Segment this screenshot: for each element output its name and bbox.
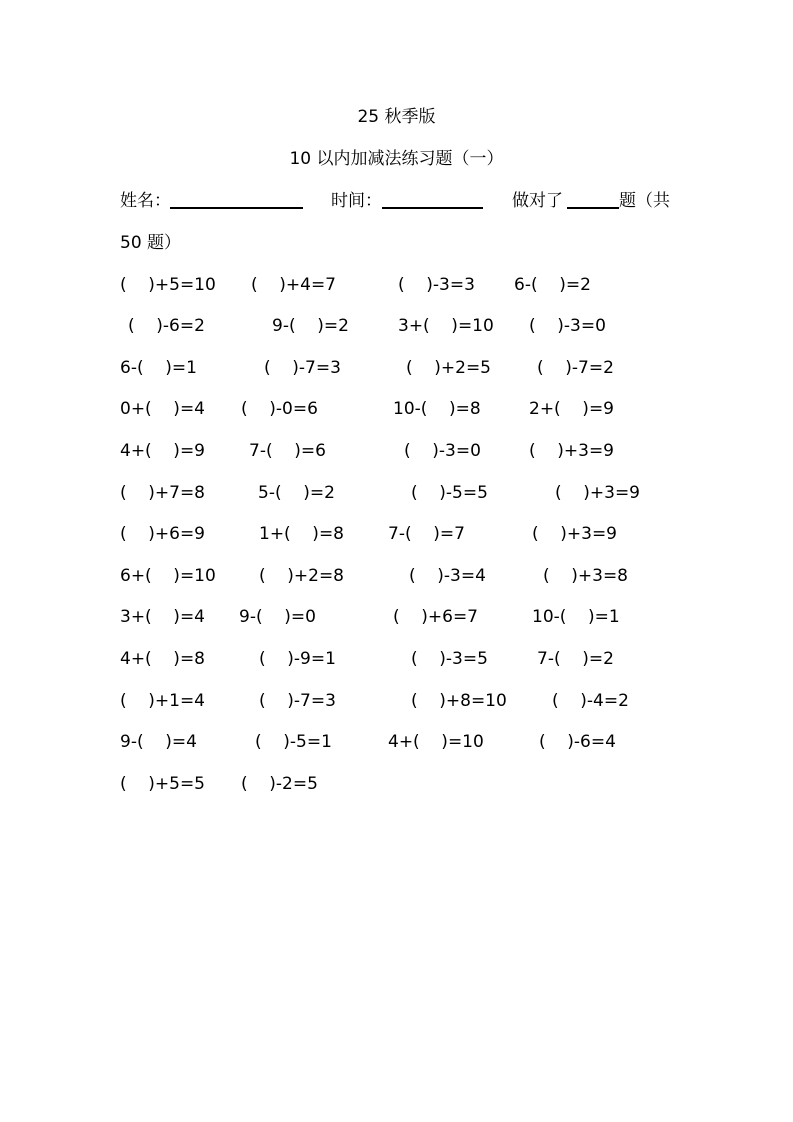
problem-item: 9-( )=2 [272, 316, 349, 336]
problem-item: 4+( )=9 [120, 441, 205, 461]
problem-row [0, 274, 793, 296]
problem-item: ( )+8=10 [411, 691, 507, 711]
problem-row [0, 398, 793, 420]
name-label: 姓名： [120, 191, 171, 211]
problem-item: ( )-3=5 [411, 649, 488, 669]
problem-item: ( )+4=7 [251, 275, 336, 295]
problem-item: 9-( )=0 [239, 607, 316, 627]
problem-item: ( )+6=7 [393, 607, 478, 627]
edition-label: 25 秋季版 [357, 107, 436, 127]
problem-item: 5-( )=2 [258, 483, 335, 503]
problem-item: 4+( )=10 [388, 732, 484, 752]
problem-item: 2+( )=9 [529, 399, 614, 419]
problem-row [0, 523, 793, 545]
problem-item: ( )-3=0 [404, 441, 481, 461]
problem-item: ( )-2=5 [241, 774, 318, 794]
problem-item: ( )+6=9 [120, 524, 205, 544]
problem-row [0, 773, 793, 795]
problem-item: ( )-5=1 [255, 732, 332, 752]
problem-row [0, 440, 793, 462]
problem-row [0, 315, 793, 337]
total-label-a: 题（共 [619, 191, 670, 211]
time-blank[interactable] [382, 190, 483, 215]
problem-item: 3+( )=4 [120, 607, 205, 627]
problem-item: ( )-3=0 [529, 316, 606, 336]
problem-item: ( )+3=9 [532, 524, 617, 544]
problem-item: ( )+3=8 [543, 566, 628, 586]
problem-item: ( )-4=2 [552, 691, 629, 711]
time-label: 时间： [331, 191, 382, 211]
total-label-b: 50 题） [120, 233, 182, 253]
problem-row [0, 690, 793, 712]
problem-item: ( )-6=2 [128, 316, 205, 336]
header-info [120, 190, 680, 212]
problem-row [0, 731, 793, 753]
problem-item: ( )+5=10 [120, 275, 216, 295]
problem-item: ( )+5=5 [120, 774, 205, 794]
problem-item: ( )-0=6 [241, 399, 318, 419]
problem-item: 6+( )=10 [120, 566, 216, 586]
problem-item: 6-( )=2 [514, 275, 591, 295]
problem-item: ( )+1=4 [120, 691, 205, 711]
problem-item: ( )+3=9 [529, 441, 614, 461]
problem-item: 9-( )=4 [120, 732, 197, 752]
problem-item: 10-( )=1 [532, 607, 620, 627]
problem-item: ( )-7=3 [264, 358, 341, 378]
problem-item: 7-( )=7 [388, 524, 465, 544]
correct-label: 做对了 [512, 191, 563, 211]
problem-row [0, 565, 793, 587]
problem-item: ( )-7=2 [537, 358, 614, 378]
problem-item: 7-( )=2 [537, 649, 614, 669]
problem-item: 6-( )=1 [120, 358, 197, 378]
correct-count-blank[interactable] [567, 190, 619, 215]
problem-item: ( )+2=8 [259, 566, 344, 586]
problem-item: 0+( )=4 [120, 399, 205, 419]
problem-item: 7-( )=6 [249, 441, 326, 461]
worksheet-title: 10 以内加减法练习题（一） [289, 149, 504, 169]
problem-item: ( )+7=8 [120, 483, 205, 503]
problem-item: ( )-6=4 [539, 732, 616, 752]
problem-row [0, 482, 793, 504]
problem-item: ( )+2=5 [406, 358, 491, 378]
problem-item: ( )-9=1 [259, 649, 336, 669]
name-blank[interactable] [170, 190, 303, 215]
problem-item: ( )+3=9 [555, 483, 640, 503]
problem-row [0, 606, 793, 628]
problem-item: ( )-3=3 [398, 275, 475, 295]
problem-item: 10-( )=8 [393, 399, 481, 419]
problem-item: 3+( )=10 [398, 316, 494, 336]
problem-item: ( )-3=4 [409, 566, 486, 586]
problem-item: 4+( )=8 [120, 649, 205, 669]
problem-row [0, 648, 793, 670]
problem-item: ( )-5=5 [411, 483, 488, 503]
problem-item: ( )-7=3 [259, 691, 336, 711]
problem-item: 1+( )=8 [259, 524, 344, 544]
problem-row [0, 357, 793, 379]
